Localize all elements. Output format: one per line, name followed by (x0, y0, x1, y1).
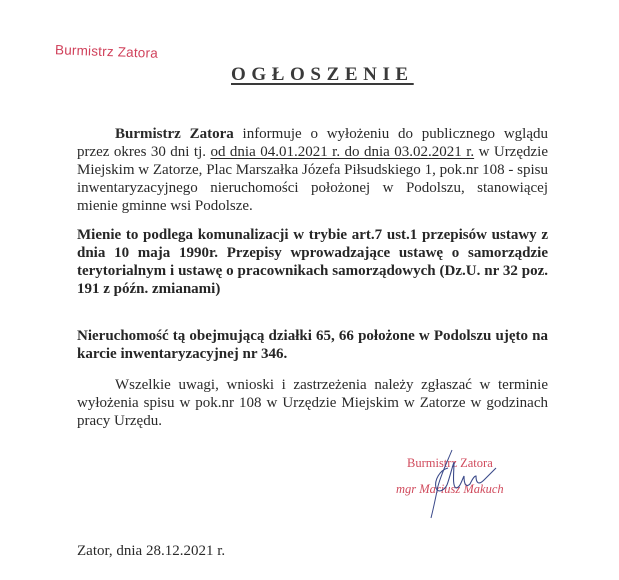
office-stamp-header: Burmistrz Zatora (54, 42, 159, 61)
paragraph-property-parcels: Nieruchomość tą obejmującą działki 65, 66 położone w Podolszu ujęto na karcie inwentaryzacyjnej nr 346. (77, 328, 548, 362)
remarks-text: Wszelkie uwagi, wnioski i zastrzeżenia należy zgłaszać w terminie wyłożenia spisu w pok.nr 108 w Urzędzie Miejskim w Zatorze w godzinach pracy Urzędu. (77, 377, 548, 429)
place-and-date: Zator, dnia 28.12.2021 r. (77, 543, 226, 559)
signature-block (390, 446, 520, 521)
paragraph-notice (77, 125, 548, 215)
document-title: OGŁOSZENIE (231, 64, 414, 85)
signature-name-stamp: mgr Mariusz Makuch (396, 482, 504, 496)
paragraph-legal-basis: Mienie to podlega komunalizacji w trybie art.7 ust.1 przepisów ustawy z dnia 10 maja 1990r. Przepisy wprowadzające ustawę o samorządzie terytorialnym i ustawę o pracownikach samorządowych (Dz.U. nr 32 poz. 191 z późn. zmianami) (77, 227, 548, 297)
issuer-name: Burmistrz Zatora (115, 126, 234, 142)
signature-title-stamp: Burmistrz Zatora (407, 456, 493, 470)
notice-text-b: w Urzędzie Miejskim w Zatorze, Plac Marszałka Józefa Piłsudskiego 1, pok.nr 108 - spisu inwentaryzacyjnego nieruchomości położonej w Podolszu, stanowiącej mienie gminne wsi Podolsze. (77, 144, 548, 214)
date-range: od dnia 04.01.2021 r. do dnia 03.02.2021 r. (210, 144, 475, 160)
paragraph-remarks (77, 376, 548, 430)
handwritten-signature-icon (390, 446, 520, 521)
notice-text-a: informuje o wyłożeniu do publicznego wglądu przez okres 30 dni tj. (77, 126, 548, 160)
